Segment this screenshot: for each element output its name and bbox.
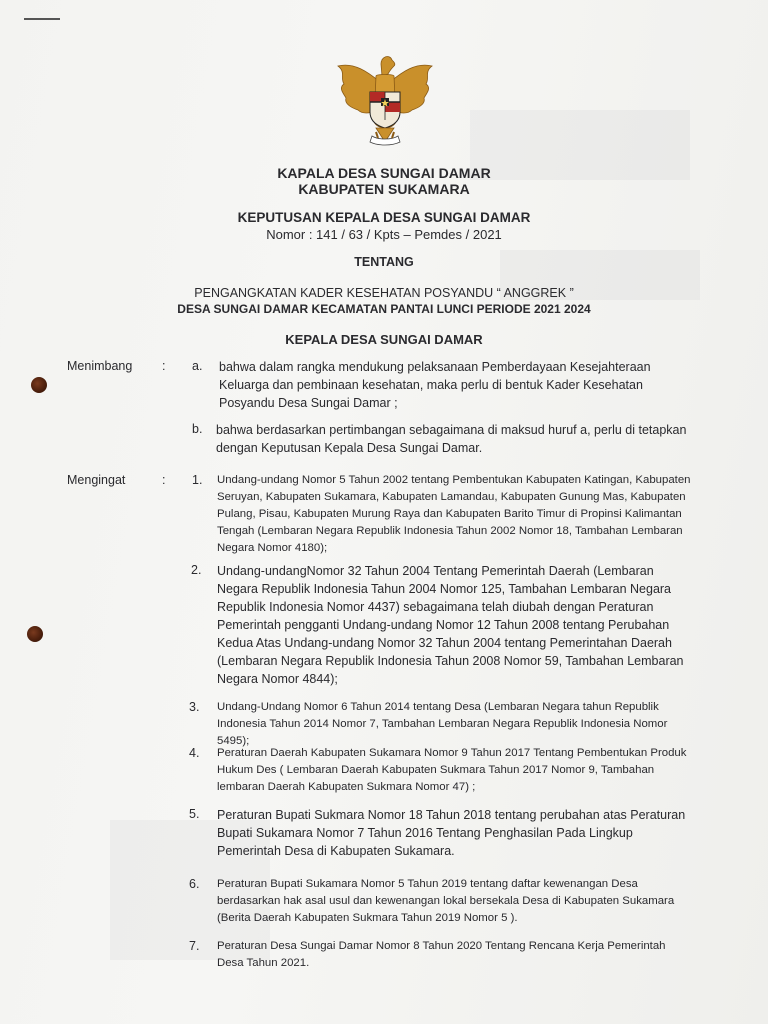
recalling-item-4 <box>217 745 693 796</box>
considering-item-b <box>216 421 698 457</box>
list-marker: 3. <box>189 700 200 714</box>
list-marker: 2. <box>191 563 202 577</box>
text-line: Negara Nomor 4180); <box>217 542 328 554</box>
text-line: Posyandu Desa Sungai Damar ; <box>219 396 398 410</box>
text-line: Peraturan Bupati Sukmara Nomor 18 Tahun 2018 tentang perubahan atas Peraturan <box>217 808 686 822</box>
recalling-item-6 <box>217 876 693 927</box>
recalling-label: Mengingat <box>67 473 126 487</box>
text-line: Pemerintah Desa di Kabupaten Sukamara. <box>217 844 455 858</box>
list-marker: 7. <box>189 939 200 953</box>
list-marker: 6. <box>189 877 200 891</box>
text-line: Peraturan Desa Sungai Damar Nomor 8 Tahun 2020 Tentang Rencana Kerja Pemerintah <box>217 940 666 952</box>
recalling-item-2 <box>217 562 693 688</box>
recalling-item-7 <box>217 938 693 972</box>
decision-title: KEPUTUSAN KEPALA DESA SUNGAI DAMAR <box>237 210 531 225</box>
text-line: berdasarkan hak asal usul dan kewenangan lokal bersekala Desa di Kabupaten Sukamara <box>217 895 675 907</box>
recalling-item-5 <box>217 806 693 860</box>
text-line: Kedua Atas Undang-undang Nomor 32 Tahun 2004 tentang Pemerintahan Daerah <box>217 636 672 650</box>
text-line: Peraturan Bupati Sukamara Nomor 5 Tahun 2019 tentang daftar kewenangan Desa <box>217 878 638 890</box>
garuda-emblem-icon <box>332 52 438 152</box>
text-line: Bupati Sukamara Nomor 7 Tahun 2016 Tentang Penghasilan Pada Lingkup <box>217 826 633 840</box>
punch-hole-bottom <box>27 626 43 642</box>
list-marker: 1. <box>192 473 203 487</box>
text-line: Undang-Undang Nomor 6 Tahun 2014 tentang Desa (Lembaran Negara tahun Republik <box>217 701 659 713</box>
recalling-item-3 <box>217 699 693 750</box>
considering-item-a <box>219 358 695 412</box>
about-label: TENTANG <box>354 255 414 269</box>
official-title: KEPALA DESA SUNGAI DAMAR <box>285 332 483 347</box>
text-line: Peraturan Daerah Kabupaten Sukamara Nomor 9 Tahun 2017 Tentang Pembentukan Produk <box>217 747 687 759</box>
text-line: Keluarga dan pembinaan kesehatan, maka perlu di bentuk Kader Kesehatan <box>219 378 643 392</box>
recalling-colon: : <box>162 473 166 487</box>
text-line: Undang-undang Nomor 5 Tahun 2002 tentang Pembentukan Kabupaten Katingan, Kabupaten <box>217 474 691 486</box>
text-line: Desa Tahun 2021. <box>217 957 310 969</box>
text-line: lembaran Daerah Kabupaten Sukmara Nomor 47) ; <box>217 781 476 793</box>
recalling-item-1 <box>217 472 693 557</box>
text-line: bahwa berdasarkan pertimbangan sebagaimana di maksud huruf a, perlu di tetapkan <box>216 423 687 437</box>
list-marker: 5. <box>189 807 200 821</box>
text-line: Hukum Des ( Lembaran Daerah Kabupaten Sukmara Tahun 2017 Nomor 9, Tambahan <box>217 764 655 776</box>
text-line: (Berita Daerah Kabupaten Sukmara Tahun 2019 Nomor 5 ). <box>217 912 518 924</box>
considering-colon: : <box>162 359 166 373</box>
header-title-line2: KABUPATEN SUKAMARA <box>298 181 470 197</box>
text-line: Indonesia Tahun 2014 Nomor 7, Tambahan Lembaran Negara Republik Indonesia Nomor <box>217 718 668 730</box>
text-line: Tengah (Lembaran Negara Republik Indonesia Tahun 2002 Nomor 18, Tambahan Lembaran <box>217 525 683 537</box>
corner-mark <box>24 18 60 20</box>
text-line: 5495); <box>217 735 250 747</box>
subject-line2: DESA SUNGAI DAMAR KECAMATAN PANTAI LUNCI PERIODE 2021 2024 <box>177 302 591 316</box>
decision-number: Nomor : 141 / 63 / Kpts – Pemdes / 2021 <box>266 227 502 242</box>
considering-label: Menimbang <box>67 359 133 373</box>
text-line: Undang-undangNomor 32 Tahun 2004 Tentang Pemerintah Daerah (Lembaran <box>217 564 654 578</box>
list-marker: b. <box>192 422 203 436</box>
punch-hole-top <box>31 377 47 393</box>
header-title-line1: KAPALA DESA SUNGAI DAMAR <box>277 165 491 181</box>
text-line: Pulang, Pisau, Kabupaten Murung Raya dan Kabupaten Barito Timur di Propinsi Kalimantan <box>217 508 682 520</box>
list-marker: 4. <box>189 746 200 760</box>
text-line: Seruyan, Kabupaten Sukamara, Kabupaten Lamandau, Kabupaten Gunung Mas, Kabupaten <box>217 491 686 503</box>
list-marker: a. <box>192 359 203 373</box>
text-line: Negara Republik Indonesia Tahun 2004 Nomor 125, Tambahan Lembaran Negara <box>217 582 672 596</box>
text-line: (Lembaran Negara Republik Indonesia Tahun 2008 Nomor 59, Tambahan Lembaran <box>217 654 684 668</box>
text-line: Republik Indonesia Nomor 4437) sebagaimana telah diubah dengan Peraturan <box>217 600 654 614</box>
text-line: bahwa dalam rangka mendukung pelaksanaan Pemberdayaan Kesejahteraan <box>219 360 651 374</box>
text-line: Pemerintah pengganti Undang-undang Nomor 12 Tahun 2008 tentang Perubahan <box>217 618 670 632</box>
subject-line1: PENGANGKATAN KADER KESEHATAN POSYANDU “ ANGGREK ” <box>194 286 574 300</box>
text-line: Negara Nomor 4844); <box>217 672 338 686</box>
text-line: dengan Keputusan Kepala Desa Sungai Damar. <box>216 441 483 455</box>
